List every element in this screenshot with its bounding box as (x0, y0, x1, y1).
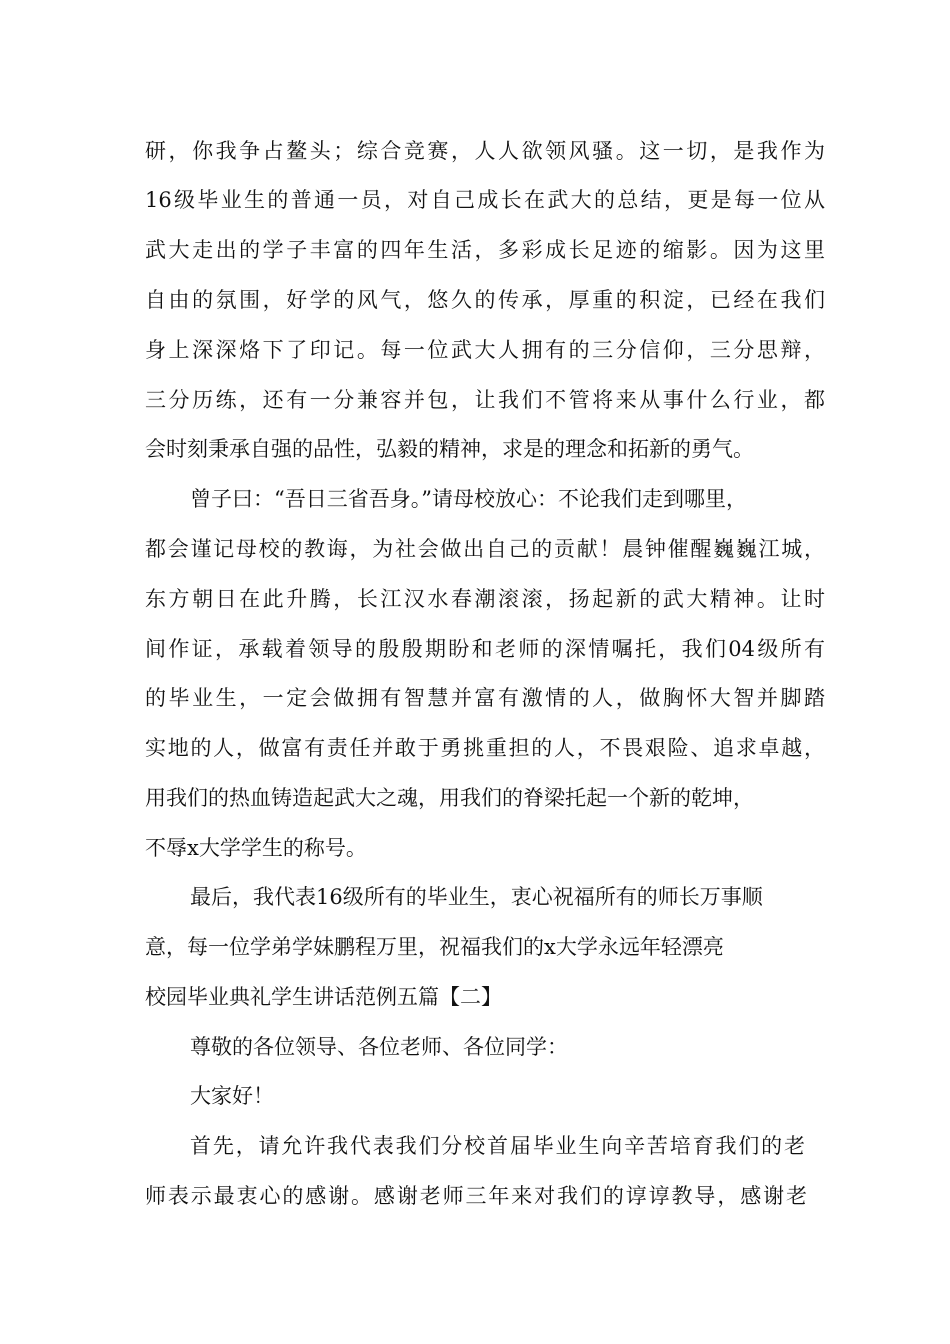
text-line: 都会谨记母校的教诲，为社会做出自己的贡献！晨钟催醒巍巍江城， (145, 537, 825, 561)
text-line: 间作证，承载着领导的殷殷期盼和老师的深情嘱托，我们04级所有 (145, 637, 825, 661)
text-line: 三分历练，还有一分兼容并包，让我们不管将来从事什么行业，都 (145, 388, 825, 412)
text-line: 东方朝日在此升腾，长江汉水春潮滚滚，扬起新的武大精神。让时 (145, 587, 825, 611)
paragraph-start-line: 最后，我代表16级所有的毕业生，衷心祝福所有的师长万事顺 (190, 885, 763, 909)
text-line: 16级毕业生的普通一员，对自己成长在武大的总结，更是每一位从 (145, 188, 825, 212)
text-line: 用我们的热血铸造起武大之魂，用我们的脊梁托起一个新的乾坤， (145, 786, 754, 810)
text-line: 自由的氛围，好学的风气，悠久的传承，厚重的积淀，已经在我们 (145, 288, 825, 312)
text-line: 研，你我争占鳌头；综合竞赛，人人欲领风骚。这一切，是我作为 (145, 139, 825, 163)
text-line: 身上深深烙下了印记。每一位武大人拥有的三分信仰，三分思辩， (145, 338, 825, 362)
text-line: 不辱x大学学生的称号。 (145, 836, 367, 860)
section-heading: 校园毕业典礼学生讲话范例五篇【二】 (145, 985, 502, 1009)
salutation: 尊敬的各位领导、各位老师、各位同学： (190, 1035, 568, 1059)
text-line: 实地的人，做富有责任并敢于勇挑重担的人，不畏艰险、追求卓越， (145, 736, 825, 760)
text-line: 武大走出的学子丰富的四年生活，多彩成长足迹的缩影。因为这里 (145, 238, 825, 262)
greeting: 大家好！ (190, 1084, 274, 1108)
text-line: 的毕业生，一定会做拥有智慧并富有激情的人，做胸怀大智并脚踏 (145, 686, 825, 710)
text-line: 意，每一位学弟学妹鹏程万里，祝福我们的x大学永远年轻漂亮 (145, 935, 724, 959)
paragraph-start-line: 首先，请允许我代表我们分校首届毕业生向辛苦培育我们的老 (190, 1134, 805, 1158)
text-line: 会时刻秉承自强的品性，弘毅的精神，求是的理念和拓新的勇气。 (145, 437, 754, 461)
paragraph-start-line: 曾子曰：“吾日三省吾身。”请母校放心：不论我们走到哪里， (190, 487, 747, 511)
text-line: 师表示最衷心的感谢。感谢老师三年来对我们的谆谆教导，感谢老 (145, 1184, 807, 1208)
